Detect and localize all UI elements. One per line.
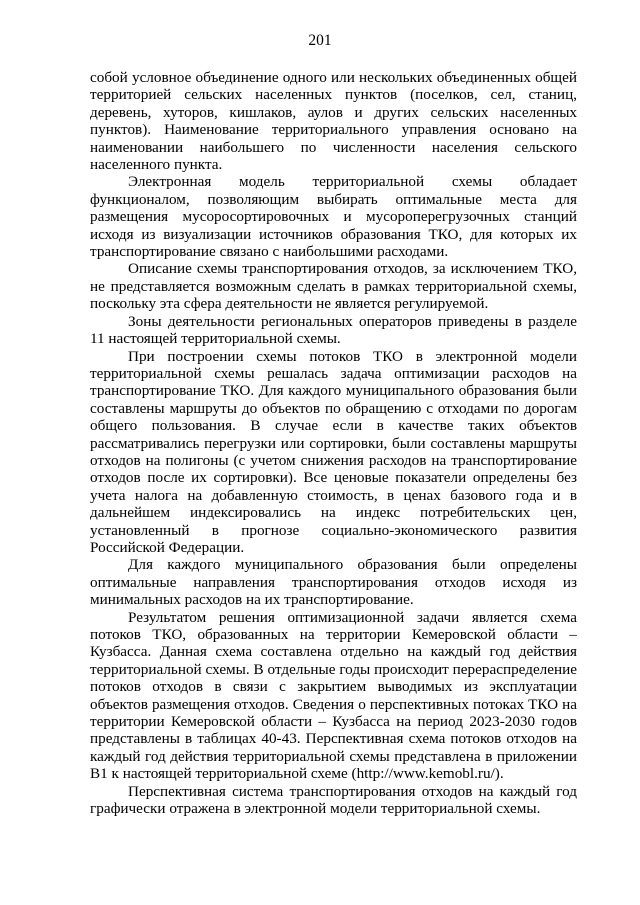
- paragraph-6: Для каждого муниципального образования были определены оптимальные направления транспортирования отходов исходя из минимальных расходов на их транспортирование.: [90, 556, 577, 609]
- paragraph-8: Перспективная система транспортирования отходов на каждый год графически отражена в электронной модели территориальной схемы.: [90, 782, 577, 818]
- page-body: [90, 69, 577, 817]
- paragraph-2: Электронная модель территориальной схемы обладает функционалом, позволяющим выбирать оптимальные места для размещения мусоросортировочных и мусороперегрузочных станций исходя из визуализации источников образования ТКО, для которых их транспортирование связано с наибольшими расходами.: [90, 173, 577, 261]
- paragraph-7: Результатом решения оптимизационной задачи является схема потоков ТКО, образованных на территории Кемеровской области – Кузбасса. Данная схема составлена отдельно на каждый год действия территориальной схемы. В отдельные годы происходит перераспределение потоков отходов в связи с закрытием выводимых из эксплуатации объектов размещения отходов. Сведения о перспективных потоках ТКО на территории Кемеровской области – Кузбасса на период 2023-2030 годов представлены в таблицах 40-43. Перспективная схема потоков отходов на каждый год действия территориальной схемы представлена в приложении В1 к настоящей территориальной схеме (http://www.kemobl.ru/).: [90, 608, 577, 783]
- paragraph-1: собой условное объединение одного или нескольких объединенных общей территорией сельских населенных пунктов (поселков, сел, станиц, деревень, хуторов, кишлаков, аулов и других сельских населенных пунктов). Наименование территориального управления основано на наименовании наибольшего по численности населения сельского населенного пункта.: [90, 69, 577, 174]
- paragraph-3: Описание схемы транспортирования отходов, за исключением ТКО, не представляется возможным сделать в рамках территориальной схемы, поскольку эта сфера деятельности не является регулируемой.: [90, 260, 577, 313]
- paragraph-4: Зоны деятельности региональных операторов приведены в разделе 11 настоящей территориальной схемы.: [90, 312, 577, 348]
- page-number: 201: [308, 32, 332, 49]
- paragraph-5: При построении схемы потоков ТКО в электронной модели территориальной схемы решалась задача оптимизации расходов на транспортирование ТКО. Для каждого муниципального образования были составлены маршруты до объектов по обращению с отходами по дорогам общего пользования. В случае если в качестве таких объектов рассматривались перегрузки или сортировки, были составлены маршруты отходов на полигоны (с учетом снижения расходов на транспортирование отходов после их сортировки). Все ценовые показатели определены без учета налога на добавленную стоимость, в ценах базового года и в дальнейшем индексировались на индекс потребительских цен, установленный в прогнозе социально-экономического развития Российской Федерации.: [90, 347, 577, 556]
